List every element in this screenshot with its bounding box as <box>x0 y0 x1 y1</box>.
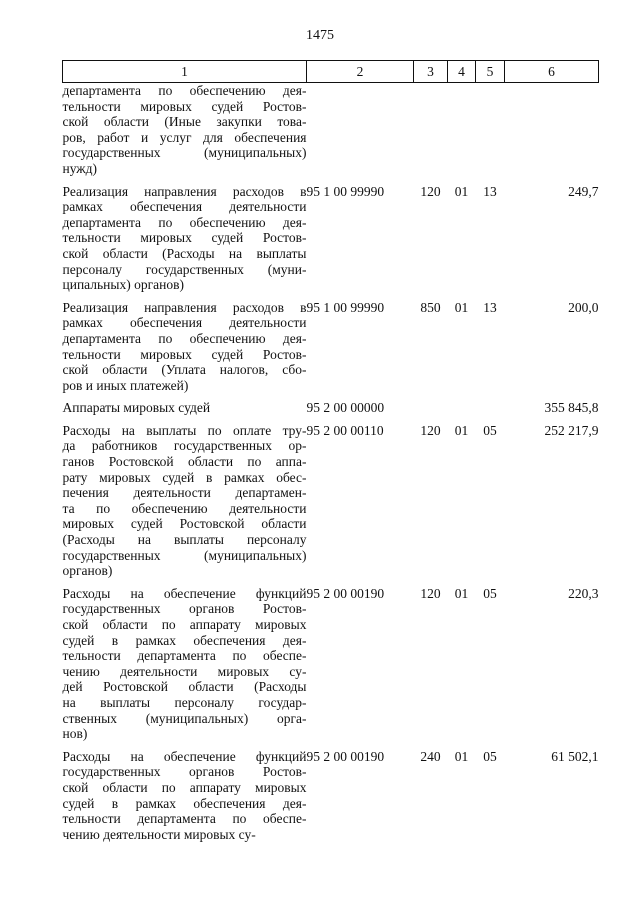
column-header: 4 <box>448 61 476 83</box>
target-article-code: 95 1 00 99990 <box>306 299 385 315</box>
expense-type-code: 120 <box>420 585 441 601</box>
description-line: ской области (Иные закупки това- <box>62 114 307 130</box>
description-line: ской области (Расходы на выплаты <box>62 245 307 261</box>
subsection-code: 13 <box>483 299 497 315</box>
expense-type-code <box>414 400 448 423</box>
expense-description <box>63 400 307 423</box>
description-line: ров, работ и услуг для обеспечения <box>62 129 307 145</box>
description-line: та по обеспечению деятельности <box>62 500 307 516</box>
expense-description <box>63 300 307 401</box>
target-article-code: 95 2 00 00190 <box>306 748 385 764</box>
subsection-code: 05 <box>483 585 497 601</box>
table-row <box>63 184 599 300</box>
expense-type-code: 120 <box>420 422 441 438</box>
amount-value: 252 217,9 <box>544 422 599 438</box>
description-line: тельности мировых судей Ростов- <box>62 230 307 246</box>
description-line: на выплаты персоналу государ- <box>62 694 307 710</box>
table-body <box>63 83 599 843</box>
description-line: ственных (муниципальных) орга- <box>62 710 307 726</box>
description-line: департамента по обеспечению дея- <box>62 214 307 230</box>
page-number: 1475 <box>306 28 334 43</box>
description-line: Расходы на обеспечение функций <box>62 585 307 601</box>
column-header: 3 <box>414 61 448 83</box>
description-line: Расходы на обеспечение функций <box>62 748 307 764</box>
amount-value: 249,7 <box>568 183 599 199</box>
expense-description <box>63 749 307 843</box>
column-header: 5 <box>476 61 505 83</box>
description-line: нов) <box>62 726 88 742</box>
column-header: 6 <box>505 61 599 83</box>
description-line: нужд) <box>62 160 97 176</box>
description-line: органов) <box>62 563 113 579</box>
section-code: 01 <box>454 748 469 764</box>
section-code: 01 <box>454 299 469 315</box>
amount-value: 355 845,8 <box>544 400 599 416</box>
expense-type-code: 120 <box>420 183 441 199</box>
amount-value: 200,0 <box>568 299 599 315</box>
expense-description <box>63 83 307 184</box>
description-line: чению деятельности мировых су- <box>62 826 256 842</box>
table-row <box>63 400 599 423</box>
expense-type-code: 850 <box>420 299 441 315</box>
description-line: рамках обеспечения деятельности <box>62 199 307 215</box>
description-line: государственных органов Ростов- <box>62 601 307 617</box>
description-line: государственных органов Ростов- <box>62 764 307 780</box>
description-line: тельности департамента по обеспе- <box>62 811 307 827</box>
description-line: ской области (Уплата налогов, сбо- <box>62 362 307 378</box>
description-line: Расходы на выплаты по оплате тру- <box>62 422 307 438</box>
section-code <box>448 83 476 184</box>
target-article-code: 95 2 00 00190 <box>306 585 385 601</box>
description-line: ганов Ростовской области по аппа- <box>62 454 307 470</box>
description-line: да работников государственных ор- <box>62 438 307 454</box>
subsection-code <box>476 400 505 423</box>
expense-description <box>63 586 307 749</box>
description-line: государственных (муниципальных) <box>62 145 307 161</box>
description-line: департамента по обеспечению дея- <box>62 83 307 98</box>
description-line: Аппараты мировых судей <box>62 400 211 416</box>
subsection-code: 13 <box>483 183 497 199</box>
description-line: ципальных) органов) <box>62 277 184 293</box>
amount-value: 220,3 <box>568 585 599 601</box>
table-row <box>63 83 599 184</box>
description-line: ской области по аппарату мировых <box>62 779 307 795</box>
subsection-code: 05 <box>483 748 497 764</box>
target-article-code <box>307 83 414 184</box>
table-header-row <box>63 61 599 83</box>
section-code: 01 <box>454 183 469 199</box>
table-row <box>63 586 599 749</box>
target-article-code: 95 2 00 00110 <box>306 422 384 438</box>
description-line: ской области по аппарату мировых <box>62 617 307 632</box>
description-line: судей в рамках обеспечения дея- <box>62 632 307 648</box>
description-line: рамках обеспечения деятельности <box>62 315 307 331</box>
description-line: тельности мировых судей Ростов- <box>62 346 307 362</box>
table-row <box>63 300 599 401</box>
column-header: 1 <box>63 61 307 83</box>
description-line: чению деятельности мировых су- <box>62 663 307 679</box>
expense-description <box>63 423 307 586</box>
description-line: рату мировых судей в рамках обес- <box>62 469 307 485</box>
description-line: государственных (муниципальных) <box>62 547 307 563</box>
description-line: тельности мировых судей Ростов- <box>62 98 307 114</box>
budget-table <box>62 60 599 842</box>
description-line: департамента по обеспечению дея- <box>62 330 307 346</box>
description-line: Реализация направления расходов в <box>62 299 307 315</box>
expense-type-code: 240 <box>420 748 441 764</box>
section-code: 01 <box>454 585 469 601</box>
description-line: дей Ростовской области (Расходы <box>62 679 307 695</box>
description-line: Реализация направления расходов в <box>62 183 307 199</box>
amount-value <box>505 83 599 184</box>
description-line: персоналу государственных (муни- <box>62 261 307 277</box>
description-line: тельности департамента по обеспе- <box>62 648 307 664</box>
table-row <box>63 423 599 586</box>
description-line: ров и иных платежей) <box>62 377 189 393</box>
table-row <box>63 749 599 843</box>
description-line: мировых судей Ростовской области <box>62 516 307 532</box>
subsection-code: 05 <box>483 422 497 438</box>
column-header: 2 <box>307 61 414 83</box>
expense-description <box>63 184 307 300</box>
description-line: (Расходы на выплаты персоналу <box>62 532 307 548</box>
section-code: 01 <box>454 422 469 438</box>
expense-type-code <box>414 83 448 184</box>
subsection-code <box>476 83 505 184</box>
description-line: печения деятельности департамен- <box>62 485 307 501</box>
amount-value: 61 502,1 <box>551 748 599 764</box>
section-code <box>448 400 476 423</box>
description-line: судей в рамках обеспечения дея- <box>62 795 307 811</box>
target-article-code: 95 1 00 99990 <box>306 183 385 199</box>
target-article-code: 95 2 00 00000 <box>306 400 385 416</box>
